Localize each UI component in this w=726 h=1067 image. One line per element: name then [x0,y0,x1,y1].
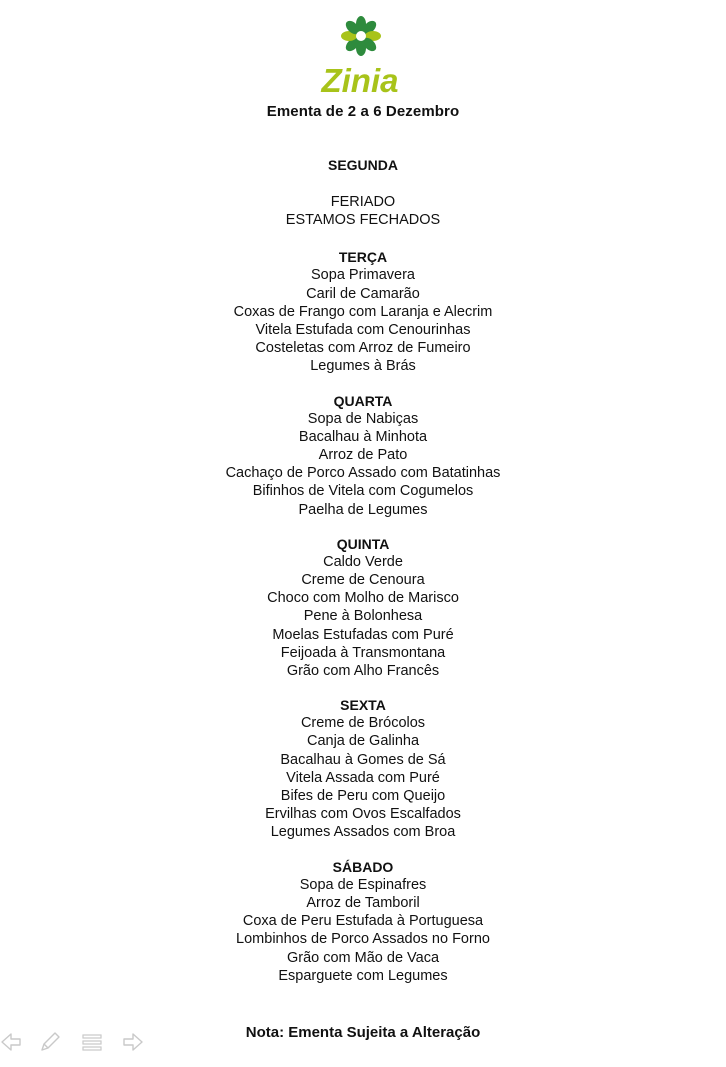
dish-item: Sopa de Nabiças [307,410,419,427]
dish-item: Pene à Bolonhesa [303,608,423,625]
day-name: SÁBADO [332,858,394,875]
weekly-menu [0,156,726,985]
day-segunda [0,156,726,229]
dish-item: Legumes à Brás [310,358,416,375]
dish-item: Grão com Alho Francês [286,663,440,680]
dish-item: Bifinhos de Vitela com Cogumelos [252,483,474,500]
dish-item: Arroz de Tamboril [306,894,420,911]
day-quarta [0,392,726,519]
menu-icon[interactable] [80,1030,104,1054]
dish-item: Coxa de Peru Estufada à Portuguesa [242,913,484,930]
dish-item: Sopa de Espinafres [299,876,427,893]
dish-item: Costeletas com Arroz de Fumeiro [255,340,471,357]
day-name: SEXTA [340,697,386,714]
footer-note: Nota: Ementa Sujeita a Alteração [245,1024,481,1041]
dish-item: Caril de Camarão [306,285,420,302]
day-name: QUINTA [336,535,390,552]
viewer-nav-bar [0,1030,160,1056]
dish-item: Caldo Verde [323,553,403,570]
dish-item: Sopa Primavera [311,267,415,284]
day-quinta [0,535,726,680]
day-sabado [0,858,726,985]
dish-item: Legumes Assados com Broa [270,824,456,841]
pen-icon[interactable] [38,1030,62,1054]
dish-item: Choco com Molho de Marisco [267,590,459,607]
dish-item: Coxas de Frango com Laranja e Alecrim [233,303,493,320]
day-terca [0,248,726,375]
dish-item: Esparguete com Legumes [278,967,448,984]
zinia-logo [305,14,415,98]
closed-notice-line: FERIADO [330,194,396,210]
dish-item: Bifes de Peru com Queijo [280,788,446,805]
dish-item: Paelha de Legumes [298,501,428,518]
day-sexta [0,696,726,841]
dish-item: Cachaço de Porco Assado com Batatinhas [225,465,501,482]
dish-item: Grão com Mão de Vaca [286,949,440,966]
forward-arrow-icon[interactable] [120,1030,144,1054]
dish-item: Canja de Galinha [306,733,420,750]
dish-item: Creme de Brócolos [300,715,426,732]
dish-item: Lombinhos de Porco Assados no Forno [236,931,490,948]
dish-item: Ervilhas com Ovos Escalfados [265,806,461,823]
dish-item: Bacalhau à Gomes de Sá [280,751,446,768]
dish-item: Vitela Estufada com Cenourinhas [255,322,471,339]
svg-text:Zinia: Zinia [321,62,399,98]
dish-item: Moelas Estufadas com Puré [272,626,454,643]
closed-notice-line: ESTAMOS FECHADOS [285,212,441,229]
day-name: SEGUNDA [327,157,398,173]
day-name: TERÇA [338,249,388,266]
menu-title: Ementa de 2 a 6 Dezembro [266,103,460,120]
dish-item: Bacalhau à Minhota [298,428,428,445]
dish-item: Feijoada à Transmontana [280,644,446,661]
dish-item: Arroz de Pato [318,447,408,464]
zinia-flower-logo-icon [305,14,415,98]
day-name: QUARTA [333,392,393,409]
dish-item: Creme de Cenoura [301,572,425,589]
dish-item: Vitela Assada com Puré [286,769,440,786]
back-arrow-icon[interactable] [0,1030,24,1054]
